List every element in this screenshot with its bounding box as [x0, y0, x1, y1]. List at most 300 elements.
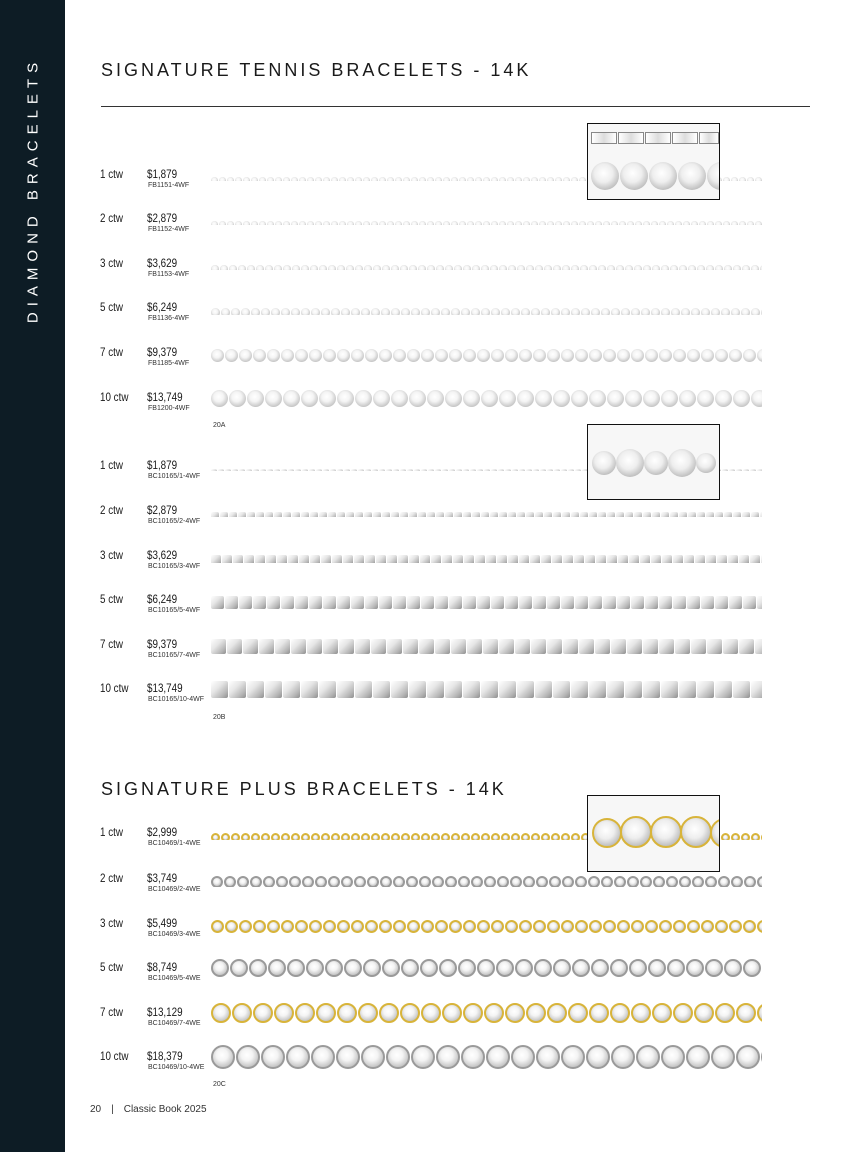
diamond-stone	[398, 555, 408, 563]
diamond-stone	[531, 833, 540, 840]
detail-zoom-20b	[587, 424, 720, 500]
carat-weight: 3 ctw	[100, 256, 123, 270]
diamond-stone	[427, 177, 434, 181]
diamond-stone	[211, 512, 219, 517]
diamond-stone	[531, 221, 538, 225]
diamond-stone	[517, 265, 525, 270]
diamond-stone	[409, 512, 417, 517]
diamond-stone	[539, 177, 546, 181]
diamond-stone	[555, 221, 562, 225]
product-row	[0, 300, 858, 344]
diamond-stone	[337, 681, 354, 698]
diamond-stone	[551, 833, 560, 840]
diamond-stone	[688, 265, 696, 270]
diamond-stone	[330, 469, 336, 471]
diamond-stone	[249, 959, 267, 977]
diamond-stone	[311, 833, 320, 840]
diamond-stone	[418, 512, 426, 517]
diamond-stone	[386, 469, 392, 471]
diamond-stone	[373, 681, 390, 698]
diamond-stone	[274, 512, 282, 517]
diamond-stone	[225, 469, 231, 471]
product-row	[0, 916, 858, 960]
sku: FB1152-4WF	[148, 226, 190, 233]
diamond-stone	[561, 349, 574, 362]
diamond-stone	[751, 265, 759, 270]
diamond-stone	[477, 596, 490, 609]
diamond-stone	[227, 221, 234, 225]
diamond-stone	[275, 177, 282, 181]
section-heading-tennis: SIGNATURE TENNIS BRACELETS - 14K	[101, 60, 532, 80]
diamond-stone	[276, 876, 288, 887]
group-code: 20A	[213, 422, 226, 429]
diamond-stone	[471, 833, 480, 840]
diamond-stone	[717, 555, 727, 563]
diamond-stone	[307, 177, 314, 181]
bracelet-image	[211, 638, 762, 655]
diamond-stone	[629, 959, 647, 977]
carat-weight: 3 ctw	[100, 548, 123, 562]
diamond-stone	[371, 308, 380, 315]
diamond-stone	[238, 265, 246, 270]
bracelet-image	[211, 304, 762, 315]
diamond-stone	[301, 308, 310, 315]
diamond-stone	[421, 349, 434, 362]
diamond-stone	[367, 876, 379, 887]
sku: BC10165/5-4WF	[148, 607, 201, 614]
diamond-stone	[645, 920, 658, 933]
price: $6,249	[147, 300, 178, 314]
sku: FB1185-4WF	[148, 360, 190, 367]
diamond-stone	[463, 469, 469, 471]
diamond-stone	[526, 265, 534, 270]
diamond-stone	[625, 390, 642, 407]
diamond-stone	[497, 555, 507, 563]
diamond-stone	[323, 469, 329, 471]
product-row	[0, 825, 858, 869]
diamond-stone	[379, 177, 386, 181]
page-number: 20	[90, 1104, 102, 1115]
diamond-stone	[491, 833, 500, 840]
diamond-stone	[354, 876, 366, 887]
sku: BC10165/10-4WF	[148, 696, 205, 703]
diamond-stone	[292, 265, 300, 270]
product-row	[0, 871, 858, 915]
diamond-stone	[659, 920, 672, 933]
diamond-stone	[536, 1045, 560, 1069]
diamond-stone	[553, 390, 570, 407]
diamond-stone	[251, 221, 258, 225]
diamond-stone	[751, 390, 762, 407]
carat-weight: 1 ctw	[100, 825, 123, 839]
diamond-stone	[339, 177, 346, 181]
diamond-stone	[679, 390, 696, 407]
diamond-stone	[631, 308, 640, 315]
diamond-stone	[337, 596, 350, 609]
diamond-stone	[400, 469, 406, 471]
carat-weight: 5 ctw	[100, 300, 123, 314]
diamond-stone	[449, 920, 462, 933]
diamond-stone	[400, 1003, 420, 1023]
diamond-stone	[337, 265, 345, 270]
diamond-stone	[265, 390, 282, 407]
diamond-stone	[263, 876, 275, 887]
bracelet-image	[211, 390, 762, 409]
diamond-stone	[265, 512, 273, 517]
diamond-stone	[541, 833, 550, 840]
diamond-stone	[283, 681, 300, 698]
diamond-stone	[267, 596, 280, 609]
diamond-stone	[436, 265, 444, 270]
diamond-stone	[246, 469, 252, 471]
diamond-stone	[659, 221, 666, 225]
diamond-stone	[451, 177, 458, 181]
diamond-stone	[733, 681, 750, 698]
diamond-stone	[481, 833, 490, 840]
diamond-stone	[443, 221, 450, 225]
diamond-stone	[471, 308, 480, 315]
diamond-stone	[535, 265, 543, 270]
diamond-stone	[379, 349, 392, 362]
diamond-stone	[481, 681, 498, 698]
diamond-stone	[337, 390, 354, 407]
diamond-stone	[491, 177, 498, 181]
diamond-stone	[747, 177, 754, 181]
diamond-stone	[589, 265, 597, 270]
diamond-stone	[561, 920, 574, 933]
diamond-stone	[364, 512, 372, 517]
diamond-stone	[539, 221, 546, 225]
diamond-stone	[761, 555, 762, 563]
diamond-stone	[619, 221, 626, 225]
diamond-stone	[540, 469, 546, 471]
diamond-stone	[692, 876, 704, 887]
diamond-stone	[310, 512, 318, 517]
diamond-stone	[751, 681, 762, 698]
diamond-stone	[363, 959, 381, 977]
diamond-stone	[568, 469, 574, 471]
diamond-stone	[299, 555, 309, 563]
diamond-stone	[533, 596, 546, 609]
diamond-stone	[515, 639, 530, 654]
diamond-stone	[687, 596, 700, 609]
diamond-stone	[645, 596, 658, 609]
price: $6,249	[147, 592, 178, 606]
diamond-stone	[505, 920, 518, 933]
diamond-stone	[491, 308, 500, 315]
diamond-stone	[553, 959, 571, 977]
diamond-stone	[715, 920, 728, 933]
diamond-stone	[511, 1045, 535, 1069]
diamond-stone	[715, 1003, 735, 1023]
diamond-stone	[435, 177, 442, 181]
diamond-stone	[241, 308, 250, 315]
diamond-stone	[355, 512, 363, 517]
diamond-stone	[453, 555, 463, 563]
diamond-stone	[511, 833, 520, 840]
diamond-stone	[393, 876, 405, 887]
diamond-stone	[358, 469, 364, 471]
diamond-stone	[687, 920, 700, 933]
diamond-stone	[629, 555, 639, 563]
diamond-stone	[337, 512, 345, 517]
diamond-stone	[435, 221, 442, 225]
diamond-stone	[277, 555, 287, 563]
diamond-stone	[239, 920, 252, 933]
diamond-stone	[431, 308, 440, 315]
diamond-stone	[291, 833, 300, 840]
diamond-stone	[562, 512, 570, 517]
diamond-stone	[508, 555, 518, 563]
diamond-stone	[531, 308, 540, 315]
diamond-stone	[757, 349, 762, 362]
diamond-stone	[311, 1045, 335, 1069]
diamond-stone	[428, 469, 434, 471]
diamond-stone	[411, 177, 418, 181]
diamond-stone	[400, 512, 408, 517]
bracelet-image	[211, 216, 762, 225]
carat-weight: 10 ctw	[100, 390, 129, 404]
diamond-stone	[431, 555, 441, 563]
diamond-stone	[241, 833, 250, 840]
diamond-stone	[510, 876, 522, 887]
diamond-stone	[724, 265, 732, 270]
bracelet-image	[211, 918, 762, 933]
sidebar-label: DIAMOND BRACELETS	[24, 56, 42, 324]
product-row	[0, 390, 858, 434]
diamond-stone	[449, 596, 462, 609]
diamond-stone	[337, 1003, 357, 1023]
diamond-stone	[561, 308, 570, 315]
diamond-stone	[634, 512, 642, 517]
diamond-stone	[281, 920, 294, 933]
product-row	[0, 458, 858, 502]
sku: BC10469/5-4WE	[148, 975, 201, 982]
diamond-stone	[232, 1003, 252, 1023]
product-row	[0, 167, 858, 211]
sku: FB1151-4WF	[148, 182, 190, 189]
diamond-stone	[652, 265, 660, 270]
diamond-stone	[715, 221, 722, 225]
diamond-stone	[211, 1045, 235, 1069]
diamond-stone	[323, 349, 336, 362]
diamond-stone	[505, 469, 511, 471]
diamond-stone	[299, 221, 306, 225]
diamond-stone	[211, 833, 220, 840]
diamond-stone	[603, 596, 616, 609]
bracelet-image	[211, 681, 762, 700]
product-row	[0, 960, 858, 1004]
diamond-stone	[475, 221, 482, 225]
diamond-stone	[491, 221, 498, 225]
diamond-stone	[311, 308, 320, 315]
diamond-stone	[611, 221, 618, 225]
diamond-stone	[579, 177, 586, 181]
diamond-stone	[581, 308, 590, 315]
diamond-stone	[420, 959, 438, 977]
diamond-stone	[291, 639, 306, 654]
diamond-stone	[552, 555, 562, 563]
diamond-stone	[355, 390, 372, 407]
diamond-stone	[233, 555, 243, 563]
diamond-stone	[491, 349, 504, 362]
diamond-stone	[742, 265, 750, 270]
diamond-stone	[454, 512, 462, 517]
product-row	[0, 637, 858, 681]
diamond-stone	[643, 265, 651, 270]
diamond-stone	[587, 221, 594, 225]
diamond-stone	[715, 349, 728, 362]
diamond-stone	[267, 469, 273, 471]
diamond-stone	[244, 555, 254, 563]
diamond-stone	[451, 308, 460, 315]
diamond-stone	[267, 920, 280, 933]
diamond-stone	[355, 681, 372, 698]
diamond-stone	[757, 1003, 762, 1023]
diamond-stone	[380, 876, 392, 887]
diamond-stone	[409, 555, 419, 563]
diamond-stone	[275, 221, 282, 225]
diamond-stone	[711, 1045, 735, 1069]
diamond-stone	[301, 833, 310, 840]
diamond-stone	[670, 512, 678, 517]
diamond-stone	[611, 639, 626, 654]
diamond-stone	[261, 308, 270, 315]
diamond-stone	[561, 1045, 585, 1069]
diamond-stone	[211, 920, 224, 933]
diamond-stone	[563, 221, 570, 225]
diamond-stone	[435, 469, 441, 471]
product-row	[0, 345, 858, 389]
diamond-stone	[463, 349, 476, 362]
diamond-stone	[395, 177, 402, 181]
diamond-stone	[229, 681, 246, 698]
diamond-stone	[459, 177, 466, 181]
diamond-stone	[435, 349, 448, 362]
diamond-stone	[323, 221, 330, 225]
diamond-stone	[547, 177, 554, 181]
diamond-stone	[316, 1003, 336, 1023]
diamond-stone	[667, 959, 685, 977]
diamond-stone	[301, 512, 309, 517]
diamond-stone	[579, 221, 586, 225]
diamond-stone	[728, 555, 738, 563]
diamond-stone	[463, 265, 471, 270]
diamond-stone	[341, 833, 350, 840]
diamond-stone	[723, 639, 738, 654]
diamond-stone	[687, 349, 700, 362]
diamond-stone	[743, 959, 761, 977]
diamond-stone	[211, 596, 224, 609]
diamond-stone	[595, 639, 610, 654]
diamond-stone	[705, 959, 723, 977]
diamond-stone	[328, 265, 336, 270]
diamond-stone	[526, 1003, 546, 1023]
diamond-stone	[363, 177, 370, 181]
diamond-stone	[586, 1045, 610, 1069]
diamond-stone	[568, 1003, 588, 1023]
diamond-stone	[634, 265, 642, 270]
diamond-stone	[499, 221, 506, 225]
diamond-stone	[733, 390, 750, 407]
diamond-stone	[239, 596, 252, 609]
diamond-stone	[419, 639, 434, 654]
diamond-stone	[477, 349, 490, 362]
diamond-stone	[627, 639, 642, 654]
diamond-stone	[743, 469, 749, 471]
diamond-stone	[274, 469, 280, 471]
diamond-stone	[331, 221, 338, 225]
diamond-stone	[701, 920, 714, 933]
diamond-stone	[256, 265, 264, 270]
diamond-stone	[382, 512, 390, 517]
diamond-stone	[237, 876, 249, 887]
diamond-stone	[499, 177, 506, 181]
diamond-stone	[470, 469, 476, 471]
diamond-stone	[211, 177, 218, 181]
price: $9,379	[147, 345, 178, 359]
price: $1,879	[147, 458, 178, 472]
diamond-stone	[761, 833, 762, 840]
diamond-stone	[351, 833, 360, 840]
diamond-stone	[625, 681, 642, 698]
diamond-stone	[483, 639, 498, 654]
diamond-stone	[461, 1045, 485, 1069]
diamond-stone	[372, 469, 378, 471]
diamond-stone	[673, 596, 686, 609]
diamond-stone	[741, 833, 750, 840]
carat-weight: 10 ctw	[100, 1049, 129, 1063]
diamond-stone	[443, 177, 450, 181]
diamond-stone	[467, 177, 474, 181]
diamond-stone	[653, 876, 665, 887]
bracelet-image	[211, 551, 762, 563]
detail-zoom-20a	[587, 123, 720, 200]
diamond-stone	[723, 221, 730, 225]
diamond-stone	[302, 876, 314, 887]
diamond-stone	[571, 177, 578, 181]
diamond-stone	[321, 833, 330, 840]
diamond-stone	[667, 221, 674, 225]
diamond-stone	[441, 308, 450, 315]
carat-weight: 5 ctw	[100, 960, 123, 974]
diamond-stone	[427, 681, 444, 698]
diamond-stone	[400, 265, 408, 270]
diamond-stone	[411, 221, 418, 225]
diamond-stone	[449, 349, 462, 362]
diamond-stone	[309, 596, 322, 609]
diamond-stone	[371, 639, 386, 654]
diamond-stone	[679, 265, 687, 270]
diamond-stone	[724, 512, 732, 517]
diamond-stone	[331, 308, 340, 315]
diamond-stone	[499, 512, 507, 517]
diamond-stone	[661, 390, 678, 407]
diamond-stone	[365, 920, 378, 933]
diamond-stone	[645, 349, 658, 362]
diamond-stone	[281, 833, 290, 840]
diamond-stone	[617, 349, 630, 362]
diamond-stone	[563, 555, 573, 563]
footer-separator: |	[111, 1104, 114, 1115]
diamond-stone	[445, 265, 453, 270]
diamond-stone	[315, 177, 322, 181]
diamond-stone	[358, 1003, 378, 1023]
diamond-stone	[521, 308, 530, 315]
diamond-stone	[491, 469, 497, 471]
diamond-stone	[236, 1045, 260, 1069]
diamond-stone	[519, 596, 532, 609]
